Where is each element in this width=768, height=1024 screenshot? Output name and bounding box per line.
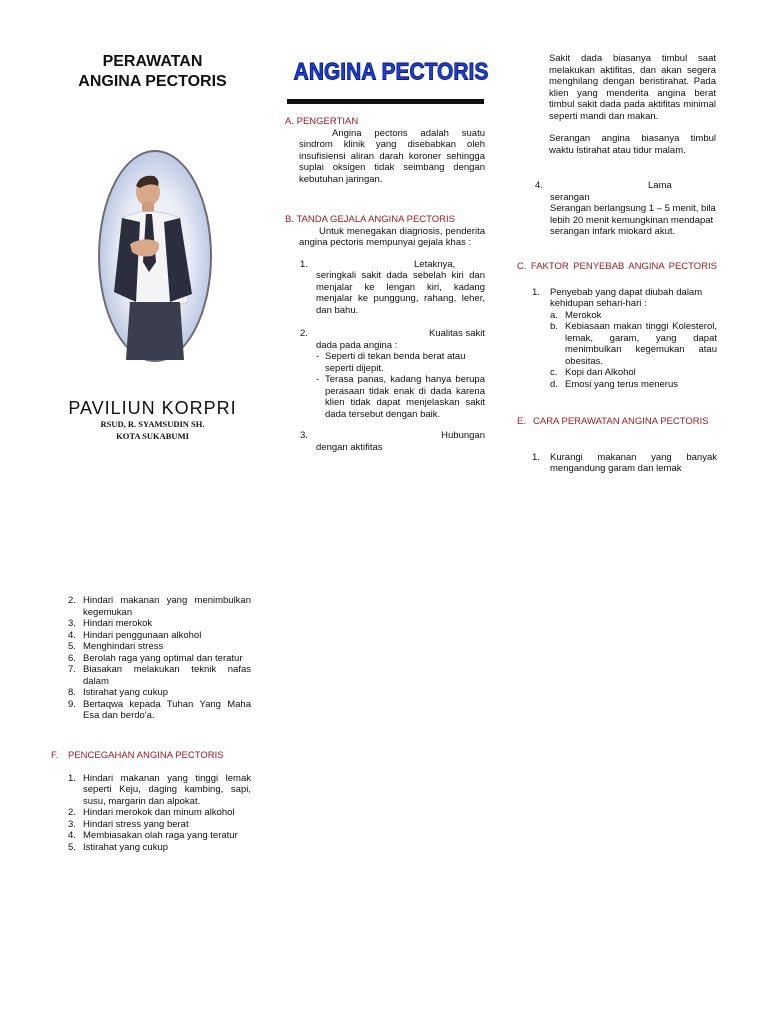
section-e-heading: E. CARA PERAWATAN ANGINA PECTORIS bbox=[517, 416, 709, 427]
e-list-continued bbox=[68, 595, 251, 722]
b-item-1-label: Letaknya, bbox=[414, 258, 456, 270]
pavilion-name: PAVILIUN KORPRI bbox=[68, 398, 237, 418]
b-item-2-bullet-2: - Terasa panas, kadang hanya berupa perasaan tidak enak di dada karena klien tidak dapat menjelaskan sakit dada tersebut dengan baik. bbox=[316, 374, 485, 420]
e-list-item: 5. Menghindari stress bbox=[68, 641, 164, 652]
b-item-2-label: Kualitas sakit bbox=[429, 328, 485, 339]
man-chest-pain-illustration bbox=[98, 150, 212, 362]
section-f-heading: F. PENCEGAHAN ANGINA PECTORIS bbox=[51, 750, 224, 761]
logo-text: ANGINA PECTORIS bbox=[293, 58, 489, 85]
c-sub-item: d. Emosi yang terus menerus bbox=[550, 378, 678, 390]
b-item-1-text: seringkali sakit dada sebelah kiri dan menjalar ke lengan kiri, kadang menjalar ke punggung, rahang, leher, dan bahu. bbox=[316, 270, 485, 316]
hospital-name: RSUD, R. SYAMSUDIN SH. bbox=[100, 419, 205, 429]
b-item-4 bbox=[535, 180, 716, 238]
section-b-heading: B. TANDA GEJALA ANGINA PECTORIS bbox=[285, 214, 456, 225]
b-item-1-num: 1. bbox=[300, 258, 308, 270]
e-list-item: 3. Hindari merokok bbox=[68, 618, 153, 629]
f-list-item: 5. Istirahat yang cukup bbox=[68, 841, 169, 853]
b-item-3 bbox=[285, 430, 485, 453]
b-item-3-num: 3. bbox=[300, 430, 308, 441]
col3-paragraph-1: Sakit dada biasanya timbul saat melakukan aktifitas, dan akan segera menghilang dengan beristirahat. Pada klien yang menderita angina berat timbul sakit dada pada aktifitas minimal seperti mandi dan makan. bbox=[549, 53, 716, 122]
col3-paragraph-2: Serangan angina biasanya timbul waktu istirahat atau tidur malam. bbox=[549, 133, 716, 156]
section-b bbox=[285, 214, 485, 453]
b-item-3-label: Hubungan bbox=[441, 430, 485, 441]
b-item-4-label: Lama bbox=[648, 180, 672, 191]
man-figure-icon bbox=[100, 152, 210, 360]
cover-title bbox=[40, 52, 265, 92]
angina-pectoris-wordart-logo bbox=[293, 52, 489, 90]
col3-continuation bbox=[549, 53, 716, 156]
section-c bbox=[517, 261, 717, 390]
f-list-item: 2. Hindari merokok dan minum alkohol bbox=[68, 807, 235, 818]
c-sub-item: a. Merokok bbox=[550, 309, 602, 321]
b-item-1 bbox=[285, 259, 485, 317]
e-list-item: 9. Bertaqwa kepada Tuhan Yang Maha Esa dan berdo'a. bbox=[68, 698, 251, 721]
e-item-1: 1. Kurangi makanan yang banyak mengandung garam dan lemak bbox=[532, 451, 717, 474]
b-item-2 bbox=[285, 328, 485, 420]
c-sub-item: b. Kebiasaan makan tinggi Kolesterol, lemak, garam, yang dapat menimbulkan kegemukan atau obesitas. bbox=[550, 321, 717, 367]
section-b-intro: Untuk menegakan diagnosis, penderita angina pectoris mempunyai gejala khas : bbox=[299, 225, 485, 248]
e-item-1-text: Kurangi makanan yang banyak mengandung garam dan lemak bbox=[550, 451, 717, 474]
b-item-3-text: dengan aktifitas bbox=[316, 441, 383, 453]
section-c-heading: C. FAKTOR PENYEBAB ANGINA PECTORIS bbox=[517, 261, 717, 272]
section-a-body: Angina pectoris adalah suatu sindrom klinik yang disebabkan oleh insufisiensi aliran darah koroner sehingga suplai oksigen tidak seimbang dengan kebutuhan jaringan. bbox=[299, 127, 485, 185]
section-e bbox=[517, 416, 717, 475]
b-item-4-label2: serangan bbox=[550, 191, 590, 203]
c-sub-item: c. Kopi dan Alkohol bbox=[550, 367, 636, 378]
header-divider bbox=[287, 99, 484, 104]
cover-title-line1: PERAWATAN bbox=[102, 53, 203, 70]
b-item-4-num: 4. bbox=[535, 180, 543, 191]
c-item-1-text: Penyebab yang dapat diubah dalam kehidupan sehari-hari : bbox=[550, 286, 703, 309]
section-f bbox=[51, 750, 251, 853]
b-item-2-num: 2. bbox=[300, 328, 308, 339]
section-a-heading: A. PENGERTIAN bbox=[285, 116, 359, 127]
section-a bbox=[285, 116, 485, 185]
f-list bbox=[68, 773, 251, 854]
b-item-2-bullet-1: - Seperti di tekan benda berat atau seperti dijepit. bbox=[316, 351, 466, 374]
e-list-item: 2. Hindari makanan yang menimbulkan kegemukan bbox=[68, 595, 251, 618]
city-name: KOTA SUKABUMI bbox=[116, 431, 189, 441]
e-list-item: 7. Biasakan melakukan teknik nafas dalam bbox=[68, 664, 251, 687]
c-item-1: 1. Penyebab yang dapat diubah dalam kehidupan sehari-hari : a. Merokok b. Kebiasaan makan tinggi Kolesterol, lemak, garam, yang dapat menimbulkan kegemukan atau obesitas. c. Kopi dan Alkohol d. Emosi yang terus menerus bbox=[532, 286, 717, 390]
b-item-2-text: dada pada angina : bbox=[316, 339, 398, 351]
e-list-item: 8. Istirahat yang cukup bbox=[68, 687, 169, 698]
f-list-item: 4. Membiasakan olah raga yang teratur bbox=[68, 830, 238, 841]
f-list-item: 3. Hindari stress yang berat bbox=[68, 818, 189, 830]
cover-title-line2: ANGINA PECTORIS bbox=[78, 73, 227, 90]
f-list-item: 1. Hindari makanan yang tinggi lemak seperti Keju, daging kambing, sapi, susu, margarin dan alpokat. bbox=[68, 772, 251, 807]
c-sub-list bbox=[550, 310, 717, 391]
e-list-item: 6. Berolah raga yang optimal dan teratur bbox=[68, 652, 243, 664]
e-list-item: 4. Hindari penggunaan alkohol bbox=[68, 629, 202, 641]
b-item-4-text: Serangan berlangsung 1 – 5 menit, bila lebih 20 menit kemungkinan mendapat serangan infark miokard akut. bbox=[550, 203, 716, 237]
